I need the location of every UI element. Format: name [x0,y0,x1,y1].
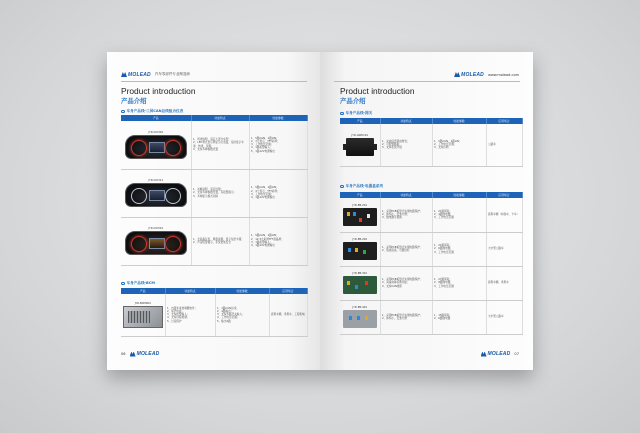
page-number: 07 [514,352,519,356]
column-header: 产品 [121,288,165,294]
column-header: 应用场合 [486,118,522,124]
right-title-cn: 产品介绍 [340,97,366,105]
page-number: 06 [121,352,126,356]
gateway-module-image [346,138,374,156]
section-bullet-icon [340,112,344,116]
left-title-en: Product introduction [121,86,196,96]
product-model: JYD-ICU302 [148,130,164,134]
product-model: JYD-GW0101 [351,133,369,137]
gateway-table [340,118,523,167]
instrument-cluster-image [125,135,187,159]
left-title-cn: 产品介绍 [121,97,147,105]
params-cell: 1、21路保险； 2、6路继电器； 3、工作电压范围 [432,232,486,266]
features-cell: 1、采用PCB板形式实现电路保护； 2、体积小，安装方便 [380,300,432,334]
params-cell: 1、27路保险； 2、8路继电器； 3、工作电压范围 [432,266,486,300]
left-header-text: 汽车零部件专业制造商 [154,72,190,76]
fusebox-table [340,192,523,335]
footer-logo: MOLEAD [481,351,511,357]
right-header [454,70,519,79]
usage-cell: 商用车辆、乘用车 [486,266,522,300]
logo-mark-icon [481,352,487,357]
features-cell: 1、完成信息路由转发； 2、可配置路由； 3、支持在线升级 [380,124,432,166]
footer-logo: MOLEAD [130,351,160,357]
params-cell: 1、5路CAN、1路LIN； 2、4个显示，TFT彩屏； 3、工作电压范围； 4、1路12V电源输出 [249,169,307,217]
instrument-cluster-image [125,183,187,207]
column-header: 功能特点 [191,115,249,121]
fuse-box-image [343,276,377,294]
product-model: JYD-BCM004 [134,301,151,305]
product-cell [340,124,380,166]
table-row [340,300,522,334]
logo-mark-icon [454,72,460,77]
right-section1-title: 车身产品线-网关 [340,111,372,116]
table-row [340,198,522,232]
left-section2-title: 车身产品线-BCM [121,281,155,286]
features-cell: 1、采用PCB板形式实现电路保护； 2、集成度高，可靠性好 [380,232,432,266]
website-url: www.molead.com [487,72,519,77]
bcm-table [121,288,308,337]
product-model: JYD-ICU311 [148,178,164,182]
right-section2-title: 车身产品线-电器盒系列 [340,184,383,189]
right-title-en: Product introduction [340,86,415,96]
cluster-table [121,115,308,266]
product-model: JYD-EB-202 [352,237,368,241]
product-cell [121,294,165,336]
right-page-footer [481,351,519,357]
left-page-footer [121,351,159,357]
features-cell: 1、内置车身控制器软件； 2、保护功能； 3、支持报警输入； 4、支持远程控制； 5、过流保护 [165,294,215,336]
section-bullet-icon [121,110,125,114]
usage-cell: 大中型公路车 [486,300,522,334]
features-cell: 1、采用PCB板形式实现电路保护； 2、体积小，安装方便； 3、继电器可更换 [380,198,432,232]
left-section1-title: 车身产品线-三屏CAN总线组合仪表 [121,109,183,114]
column-header: 产品 [121,115,191,121]
fuse-box-image [343,310,377,328]
bcm-module-image [123,306,163,328]
product-model: JYD-EB-401 [352,305,368,309]
params-cell: 1、5路CAN、1路LIN； 2、7寸显示，TFT彩屏； 3、工作电压范围； 4、1路报警输入； 5、1路12V电源输出 [249,121,307,169]
logo-mark-icon [130,352,136,357]
product-model: JYD-ICU501 [148,226,164,230]
brand-logo: MOLEAD [454,72,484,78]
usage-cell: 公路车 [486,124,522,166]
product-cell [340,300,380,334]
divider [121,81,307,82]
fuse-box-image [343,242,377,260]
features-cell: 1、省略说明，适应性强； 2、支持多种参数设置，有报警提示； 3、多种显示模式切换 [191,169,249,217]
table-row [121,294,307,336]
table-row [121,121,307,169]
product-cell [121,121,191,169]
product-cell [340,266,380,300]
column-header: 功能特点 [165,288,215,294]
usage-cell: 商用车辆（如客车、卡车） [486,198,522,232]
divider [334,81,520,82]
brochure-spread [107,52,533,370]
column-header: 功能特点 [380,118,432,124]
table-row [340,124,522,166]
left-header [121,70,190,79]
table-row [340,232,522,266]
column-header: 性能参数 [215,288,269,294]
features-cell: 1、用途说明，适应大部分车型； 2、LED背光显示屏显示仪表盘，指针显示车速、转速、里程； 3、支持多种参数设置 [191,121,249,169]
column-header: 产品 [340,118,380,124]
column-header: 性能参数 [249,115,307,121]
params-cell: 1、5路CAN、1路LIN； 2、12.3寸彩屏TFT液晶屏； 3、1路报警输入； 4、1路12V电源输出 [249,217,307,265]
product-model: JYD-EB-301 [352,271,368,275]
fuse-box-image [343,208,377,226]
column-header: 产品 [340,192,380,198]
column-header: 应用场合 [269,288,307,294]
right-page [320,52,533,370]
product-cell [121,217,191,265]
column-header: 功能特点 [380,192,432,198]
table-row [121,169,307,217]
features-cell: 1、全液晶仪表，界面美观，显示信息丰富； 2、声音报警提示，系统更加安全 [191,217,249,265]
features-cell: 1、采用PCB板形式实现电路保护； 2、具备故障诊断功能； 3、支持CAN通讯 [380,266,432,300]
params-cell: 1、5路CAN、1路LIN； 2、工作电压范围； 3、支持诊断 [432,124,486,166]
instrument-cluster-image [125,231,187,255]
table-row [340,266,522,300]
brand-logo: MOLEAD [121,72,151,78]
product-model: JYD-EB-201 [352,203,368,207]
params-cell: 1、15路保险； 2、6路继电器 [432,300,486,334]
params-cell: 1、1路CAN总线； 2、4路输出； 3、支持多路开关输入； 4、工作电压范围； 5、输出4路 [215,294,269,336]
column-header: 性能参数 [432,118,486,124]
section-bullet-icon [340,185,344,189]
usage-cell: 大中型公路车 [486,232,522,266]
left-page [107,52,320,370]
product-cell [340,232,380,266]
column-header: 性能参数 [432,192,486,198]
logo-mark-icon [121,72,127,77]
usage-cell: 商用车辆、乘用车、工程机械 [269,294,307,336]
params-cell: 1、21路保险； 2、4路继电器； 3、工作电压范围 [432,198,486,232]
section-bullet-icon [121,282,125,286]
product-cell [340,198,380,232]
product-cell [121,169,191,217]
column-header: 应用场合 [486,192,522,198]
table-row [121,217,307,265]
